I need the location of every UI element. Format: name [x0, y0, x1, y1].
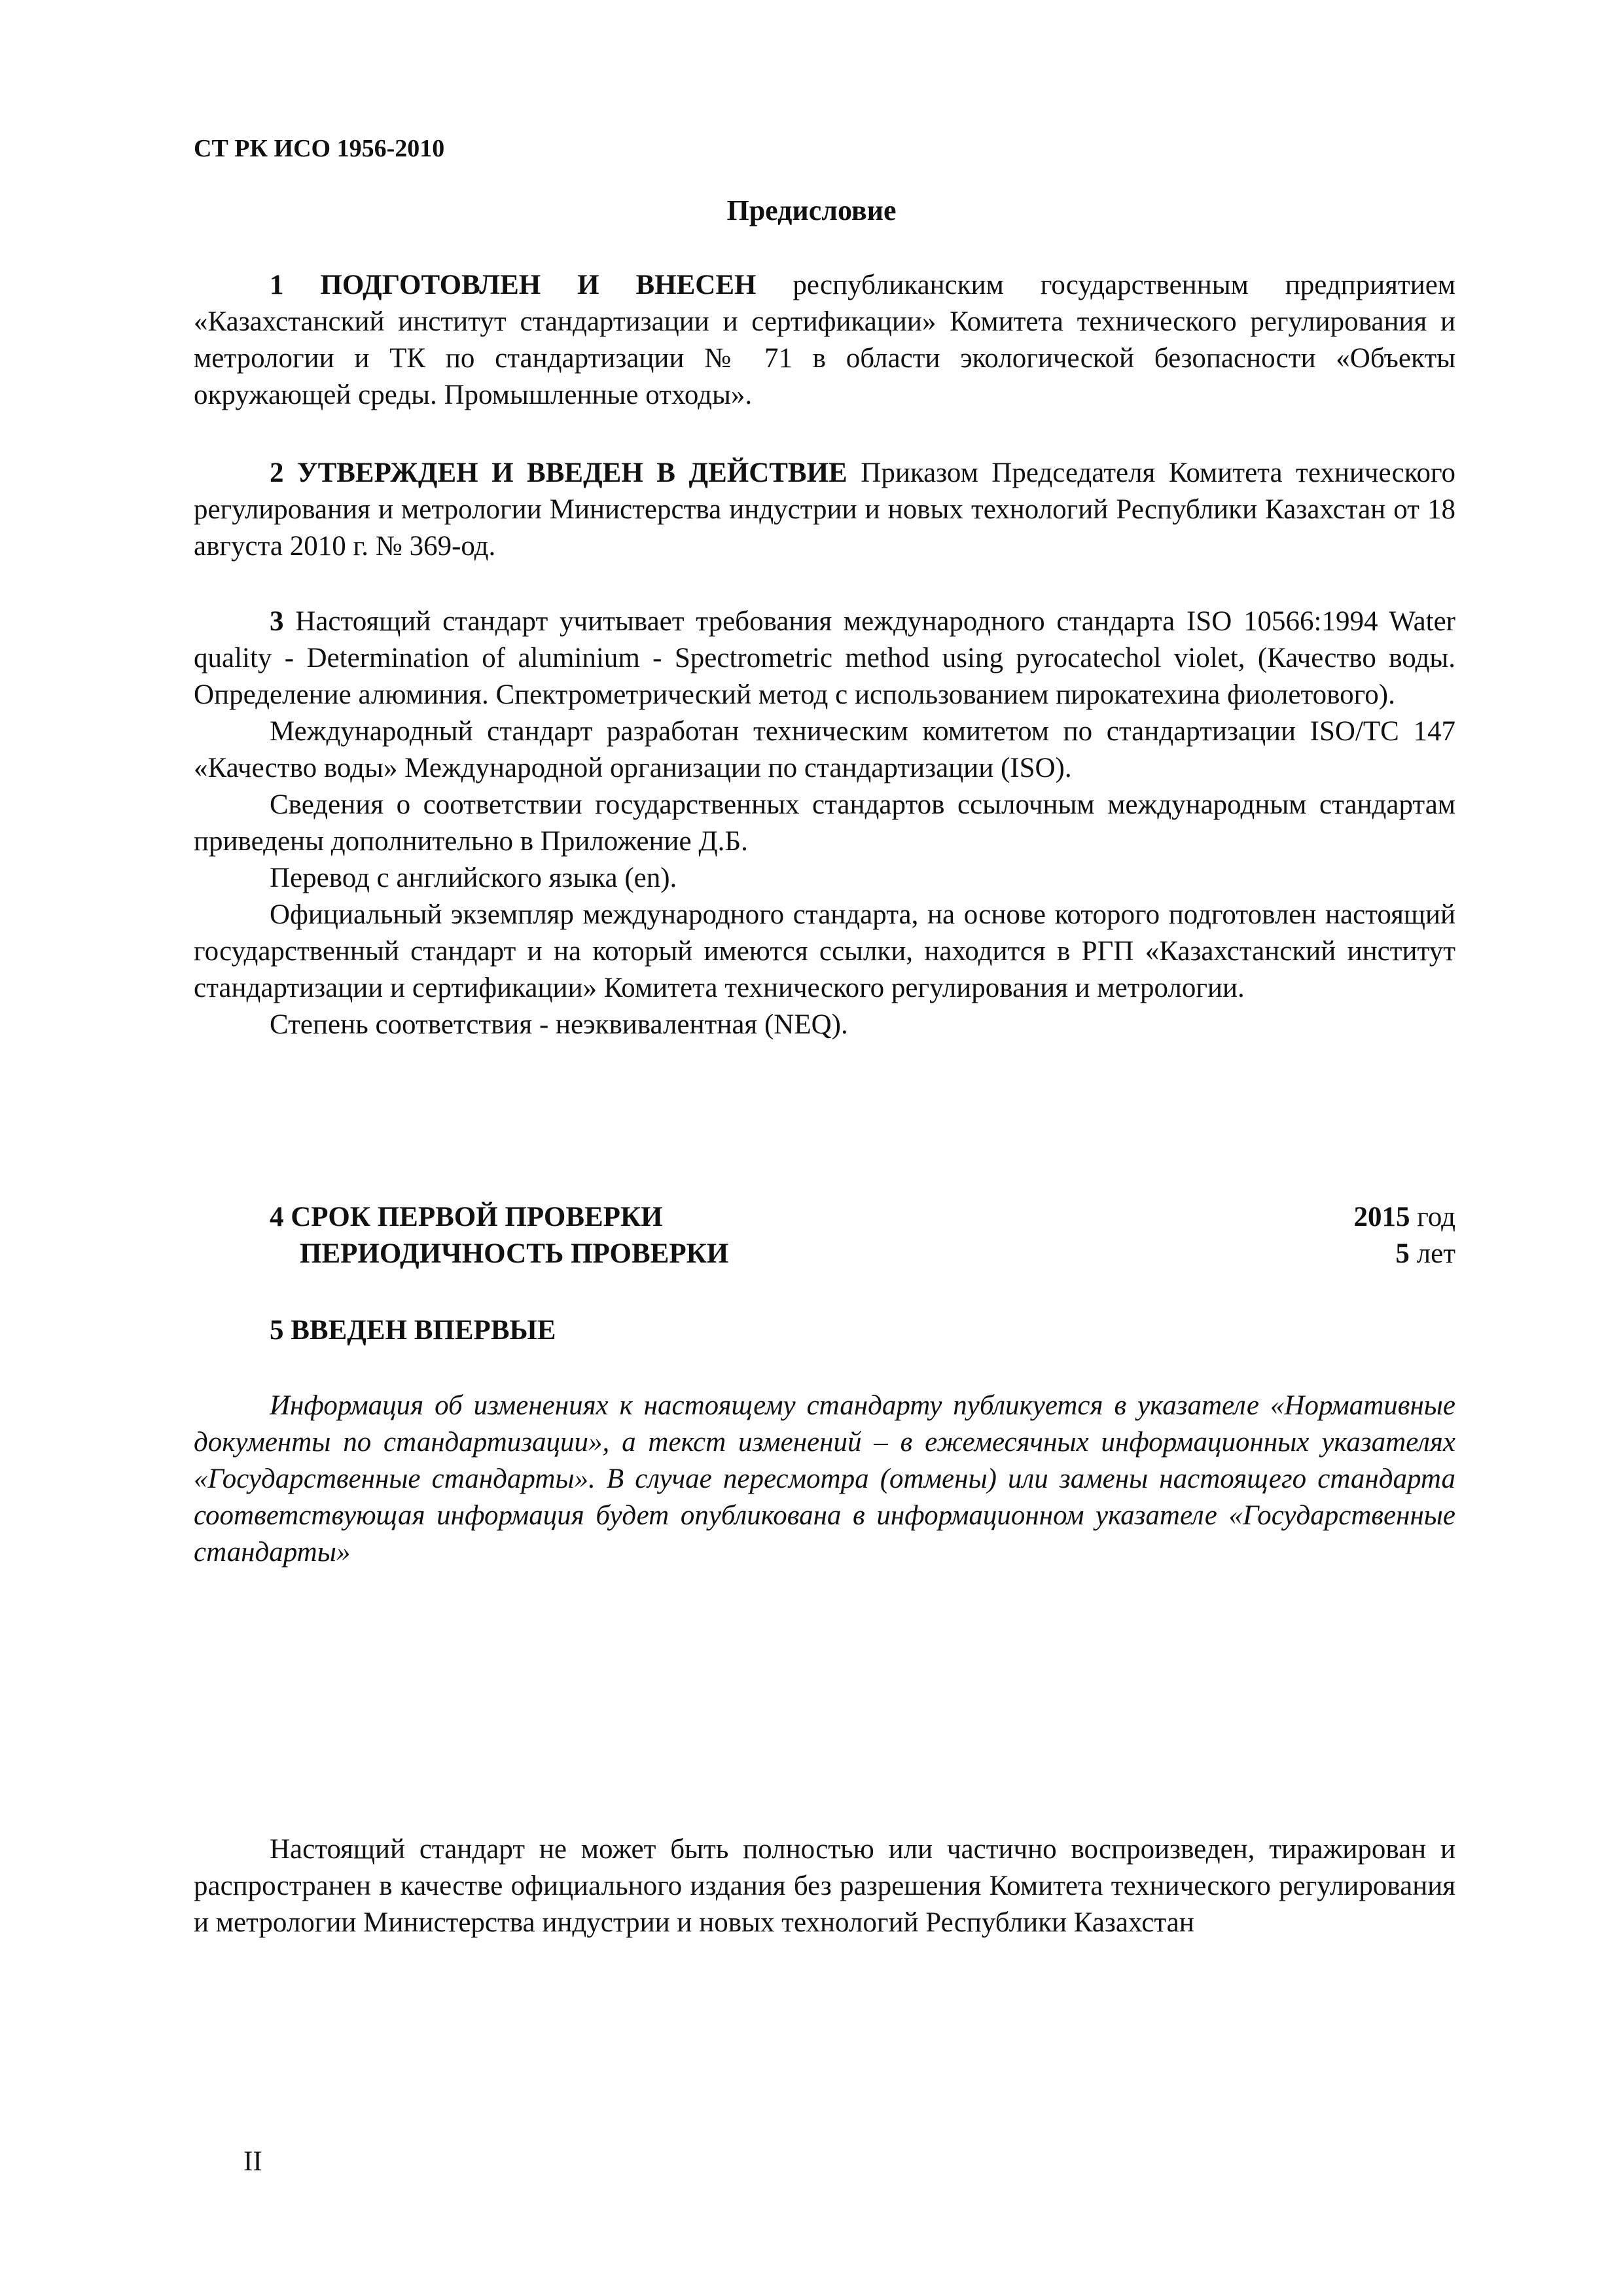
copyright-notice — [194, 1831, 1455, 1941]
section-3-paragraph-1 — [194, 603, 1455, 713]
first-check-row — [270, 1199, 1455, 1236]
check-period-unit: лет — [1416, 1238, 1455, 1269]
section-3-paragraph-3: Сведения о соответствии государственных стандартов ссылочным международным стандартам приведены дополнительно в Приложение Д.Б. — [194, 789, 1455, 857]
copyright-paragraph: Настоящий стандарт не может быть полностью или частично воспроизведен, тиражирован и распространен в качестве официального издания без разрешения Комитета технического регулирования и метрологии Министерства индустрии и новых технологий Республики Казахстан — [194, 1834, 1455, 1938]
check-period-value — [1395, 1236, 1455, 1272]
first-check-label: 4 СРОК ПЕРВОЙ ПРОВЕРКИ — [270, 1202, 663, 1232]
section-3-paragraph-2: Международный стандарт разработан техническим комитетом по стандартизации ISO/TC 147 «Качество воды» Международной организации по стандартизации (ISO). — [194, 716, 1455, 783]
changes-info-paragraph: Информация об изменениях к настоящему стандарту публикуется в указателе «Нормативные документы по стандартизации», а текст изменений – в ежемесячных информационных указателях «Государственные стандарты». В случае пересмотра (отмены) или замены настоящего стандарта соответствующая информация будет опубликована в информационном указателе «Государственные стандарты» — [194, 1390, 1455, 1568]
section-2-text: Приказом Председателя Комитета технического регулирования и метрологии Министерства индустрии и новых технологий Республики Казахстан от 18 августа 2010 г. № 369-од. — [194, 457, 1456, 562]
section-1-text: республиканским государственным предприятием «Казахстанский институт стандартизации и сертификации» Комитета технического регулирования и метрологии и ТК по стандартизации № 71 в области экологической безопасности «Объекты окружающей среды. Промышленные отходы». — [194, 270, 1456, 410]
section-2-paragraph — [194, 455, 1455, 565]
section-3-paragraph-4: Перевод с английского языка (en). — [270, 863, 677, 893]
check-period-row — [300, 1236, 1455, 1272]
check-period-label: ПЕРИОДИЧНОСТЬ ПРОВЕРКИ — [300, 1238, 729, 1269]
first-check-value — [1354, 1199, 1455, 1236]
standard-code: СТ РК ИСО 1956-2010 — [194, 135, 445, 162]
section-3-text-1: Настоящий стандарт учитывает требования международного стандарта ISO 10566:1994 Water quality - Determination of aluminium - Spectrometric method using pyrocatechol violet, (Качество воды. Определение алюминия. Спектрометрический метод с использованием пирокатехина фиолетового). — [194, 606, 1456, 710]
changes-info — [194, 1388, 1455, 1571]
section-3-number: 3 — [270, 606, 284, 637]
page-title: Предисловие — [726, 194, 897, 226]
section-2-lead: УТВЕРЖДЕН И ВВЕДЕН В ДЕЙСТВИЕ — [297, 457, 847, 488]
check-period-years: 5 — [1395, 1238, 1410, 1269]
section-3 — [194, 603, 1455, 1043]
section-2 — [194, 455, 1455, 565]
page-number: II — [243, 2146, 262, 2177]
section-1-number: 1 — [270, 270, 284, 300]
section-1 — [194, 267, 1455, 414]
section-3-paragraph-5: Официальный экземпляр международного стандарта, на основе которого подготовлен настоящий государственный стандарт и на который имеются ссылки, находится в РГП «Казахстанский институт стандартизации и сертификации» Комитета технического регулирования и метрологии. — [194, 899, 1455, 1003]
section-2-number: 2 — [270, 457, 284, 488]
first-check-year: 2015 — [1353, 1202, 1410, 1232]
section-1-lead: ПОДГОТОВЛЕН И ВНЕСЕН — [320, 270, 757, 300]
section-3-paragraph-6: Степень соответствия - неэквивалентная (NEQ). — [270, 1009, 848, 1040]
section-5-label: 5 ВВЕДЕН ВПЕРВЫЕ — [270, 1315, 556, 1346]
first-check-unit: год — [1417, 1202, 1455, 1232]
section-1-paragraph — [194, 267, 1455, 414]
